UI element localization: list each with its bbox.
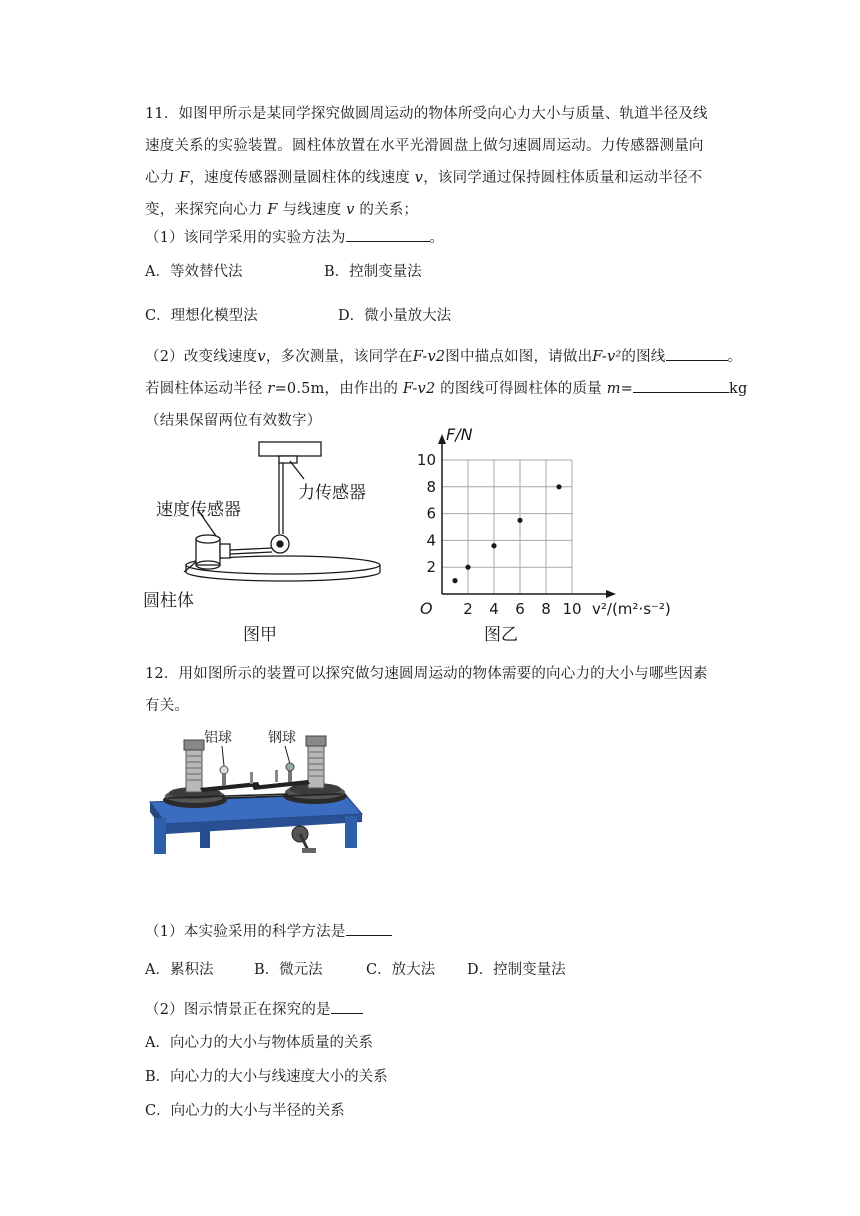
y-axis-label: F/N: [446, 425, 473, 444]
answer-blank: [346, 921, 392, 936]
x-tick-label: 4: [489, 600, 499, 618]
chart-points: [452, 484, 561, 583]
origin-label: O: [420, 599, 433, 618]
q11-sub2-line-2: 若圆柱体运动半径 r=0.5m，由作出的 F-v2 的图线可得圆柱体的质量 m= kg: [145, 377, 747, 398]
q11-line-2: 速度关系的实验装置。圆柱体放置在水平光滑圆盘上做匀速圆周运动。力传感器测量向: [145, 138, 704, 154]
figure-yi-chart: [410, 424, 690, 646]
q12-line-2: 有关。: [145, 698, 190, 714]
x-tick-label: 2: [463, 600, 473, 618]
x-tick-label: 6: [515, 600, 525, 618]
q12-option-c: C．放大法: [366, 962, 436, 978]
x-tick-label: 8: [541, 600, 551, 618]
q11-line-1: 11．如图甲所示是某同学探究做圆周运动的物体所受向心力大小与质量、轨道半径及线: [145, 106, 708, 122]
answer-blank: [346, 227, 430, 242]
q12-sub2: （2）图示情景正在探究的是: [145, 998, 363, 1019]
chart-grid: [442, 460, 572, 594]
q12-option-d: D．控制变量法: [467, 962, 566, 978]
figure-centripetal-apparatus: [140, 722, 370, 872]
q11-option-a: A．等效替代法: [145, 264, 243, 280]
q11-sub2-line-3: （结果保留两位有效数字）: [145, 413, 322, 429]
q11-option-c: C．理想化模型法: [145, 308, 258, 324]
q12-option-a: A．累积法: [145, 962, 214, 978]
data-point: [556, 484, 561, 489]
q11-option-b: B．控制变量法: [324, 264, 422, 280]
chart-axes: [438, 434, 616, 598]
q12-answer-c: C．向心力的大小与半径的关系: [145, 1103, 345, 1119]
label-steel-ball: 钢球: [268, 730, 296, 746]
data-point: [517, 518, 522, 523]
caption-jia: 图甲: [243, 625, 277, 645]
x-axis-arrow: [606, 590, 616, 598]
caption-yi: 图乙: [484, 625, 518, 645]
q12-answer-a: A．向心力的大小与物体质量的关系: [145, 1035, 373, 1051]
q11-line-3: 心力 F，速度传感器测量圆柱体的线速度 v，该同学通过保持圆柱体质量和运动半径不: [145, 170, 703, 186]
data-point: [491, 543, 496, 548]
y-tick-label: 4: [426, 531, 436, 550]
label-aluminum-ball: 铝球: [204, 730, 232, 746]
y-tick-label: 8: [426, 477, 436, 496]
figure-jia-apparatus: [138, 432, 388, 647]
label-force-sensor: 力传感器: [298, 483, 366, 503]
x-axis-label: v²/(m²·s⁻²): [592, 600, 671, 618]
y-tick-label: 10: [416, 451, 436, 469]
answer-blank: [633, 378, 729, 393]
data-point: [452, 578, 457, 583]
q12-line-1: 12．用如图所示的装置可以探究做匀速圆周运动的物体需要的向心力的大小与哪些因素: [145, 666, 708, 682]
data-point: [465, 565, 470, 570]
x-tick-label: 10: [562, 600, 582, 618]
answer-blank: [666, 346, 728, 361]
q11-option-d: D．微小量放大法: [338, 308, 452, 324]
q11-line-4: 变，来探究向心力 F 与线速度 v 的关系；: [145, 202, 419, 218]
q12-answer-b: B．向心力的大小与线速度大小的关系: [145, 1069, 388, 1085]
q11-sub2: （2）改变线速度v，多次测量，该同学在F-v2图中描点如图，请做出F-v²的图线 。: [145, 345, 742, 366]
y-axis-arrow: [438, 434, 446, 444]
label-speed-sensor: 速度传感器: [156, 500, 241, 520]
label-cylinder: 圆柱体: [143, 591, 194, 611]
q11-sub1: （1）该同学采用的实验方法为 。: [145, 226, 444, 247]
answer-blank: [331, 999, 363, 1014]
q12-sub1: （1）本实验采用的科学方法是: [145, 920, 392, 941]
y-tick-label: 2: [426, 558, 436, 577]
q12-option-b: B．微元法: [254, 962, 323, 978]
y-tick-label: 6: [426, 504, 436, 523]
